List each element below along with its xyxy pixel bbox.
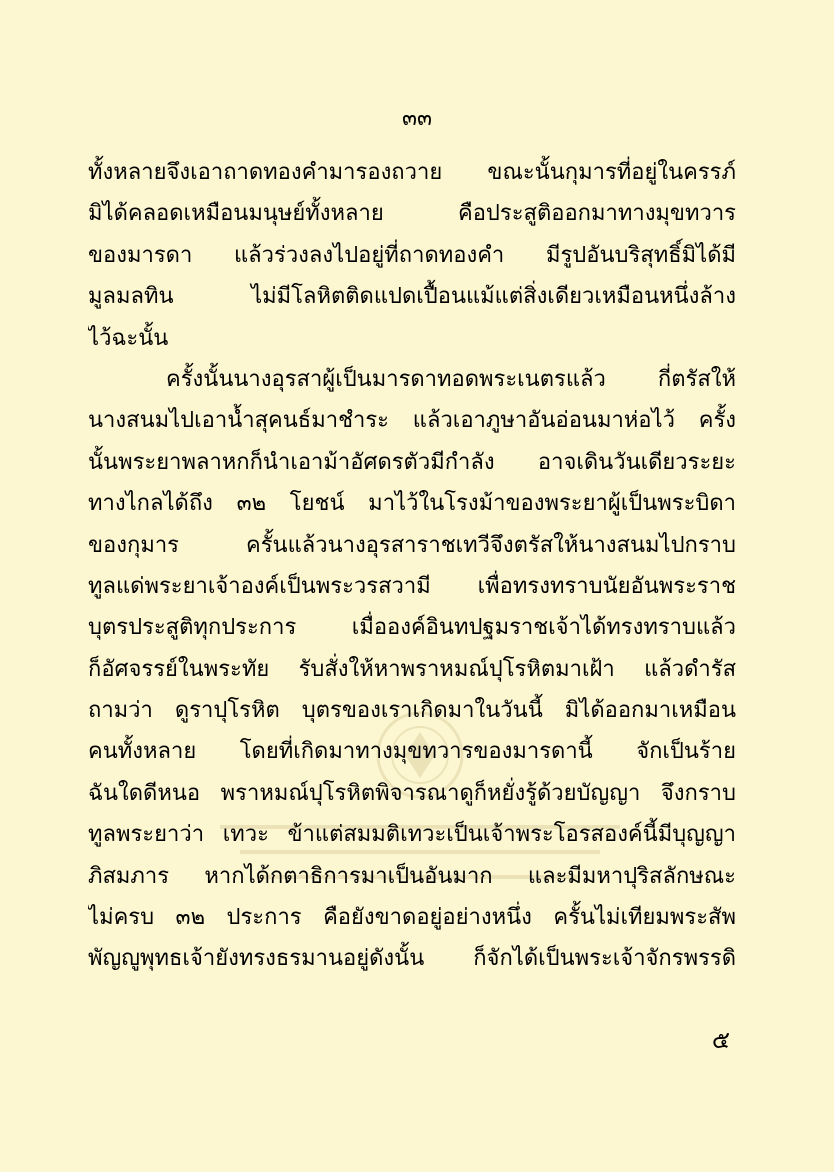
text-line: พัญญูพุทธเจ้ายังทรงธรมานอยู่ดังนั้น ก็จักได้เป็นพระเจ้าจักรพรรดิ — [88, 946, 736, 972]
text-line: ของกุมาร ครั้นแล้วนางอุรสาราชเทวีจึงตรัสให้นางสนมไปกราบ — [88, 532, 736, 558]
text-line: บุตรประสูติทุกประการ เมื่อองค์อินทปฐมราชเจ้าได้ทรงทราบแล้ว — [88, 615, 736, 641]
text-line: ไม่ครบ ๓๒ ประการ คือยังขาดอยู่อย่างหนึ่ง ครั้นไม่เทียมพระสัพ — [88, 905, 736, 931]
page-number-top: ๓๓ — [401, 106, 433, 131]
text-line: ทูลแด่พระยาเจ้าองค์เป็นพระวรสวามี เพื่อทรงทราบนัยอันพระราช — [88, 573, 736, 599]
text-line: ครั้งนั้นนางอุรสาผู้เป็นมารดาทอดพระเนตรแล้ว กี่ตรัสให้ — [166, 366, 736, 392]
text-line: ไว้ฉะนั้น — [88, 325, 169, 351]
page-number-bottom: ๕ — [711, 1026, 730, 1054]
text-line: ก็อัศจรรย์ในพระทัย รับสั่งให้หาพราหมณ์ปุโรหิตมาเฝ้า แล้วดำรัส — [88, 656, 736, 682]
paragraph-2 — [88, 359, 736, 980]
text-line: ทั้งหลายจึงเอาถาดทองคำมารองถวาย ขณะนั้นกุมารที่อยู่ในครรภ์ — [88, 160, 736, 185]
text-line: มูลมลทิน ไม่มีโลหิตติดแปดเปื้อนแม้แต่สิ่งเดียวเหมือนหนึ่งล้าง — [88, 284, 736, 310]
text-line: ทูลพระยาว่า เทวะ ข้าแต่สมมติเทวะเป็นเจ้าพระโอรสองค์นี้มีบุญญา — [88, 822, 736, 848]
text-line: ฉันใดดีหนอ พราหมณ์ปุโรหิตพิจารณาดูก็หยั่งรู้ด้วยบัญญา จึงกราบ — [88, 780, 736, 806]
text-line: มิได้คลอดเหมือนมนุษย์ทั้งหลาย คือประสูติออกมาทางมุขทวาร — [88, 201, 736, 227]
body-text — [88, 152, 736, 980]
paragraph-1 — [88, 152, 736, 359]
text-line: คนทั้งหลาย โดยที่เกิดมาทางมุขทวารของมารดานี้ จักเป็นร้าย — [88, 739, 736, 765]
text-line: ของมารดา แล้วร่วงลงไปอยู่ที่ถาดทองคำ มีรูปอันบริสุทธิ์มิได้มี — [88, 242, 736, 268]
text-line: ทางไกลได้ถึง ๓๒ โยชน์ มาไว้ในโรงม้าของพระยาผู้เป็นพระบิดา — [88, 491, 736, 517]
text-line: ถามว่า ดูราปุโรหิต บุตรของเราเกิดมาในวันนี้ มิได้ออกมาเหมือน — [88, 698, 736, 724]
text-line: นางสนมไปเอาน้ำสุคนธ์มาชำระ แล้วเอาภูษาอันอ่อนมาห่อไว้ ครั้ง — [88, 408, 736, 434]
text-line: นั้นพระยาพลาหกก็นำเอาม้าอัศดรตัวมีกำลัง อาจเดินวันเดียวระยะ — [88, 449, 736, 475]
text-line: ภิสมภาร หากได้กตาธิการมาเป็นอันมาก และมีมหาปุริสลักษณะ — [88, 863, 736, 889]
